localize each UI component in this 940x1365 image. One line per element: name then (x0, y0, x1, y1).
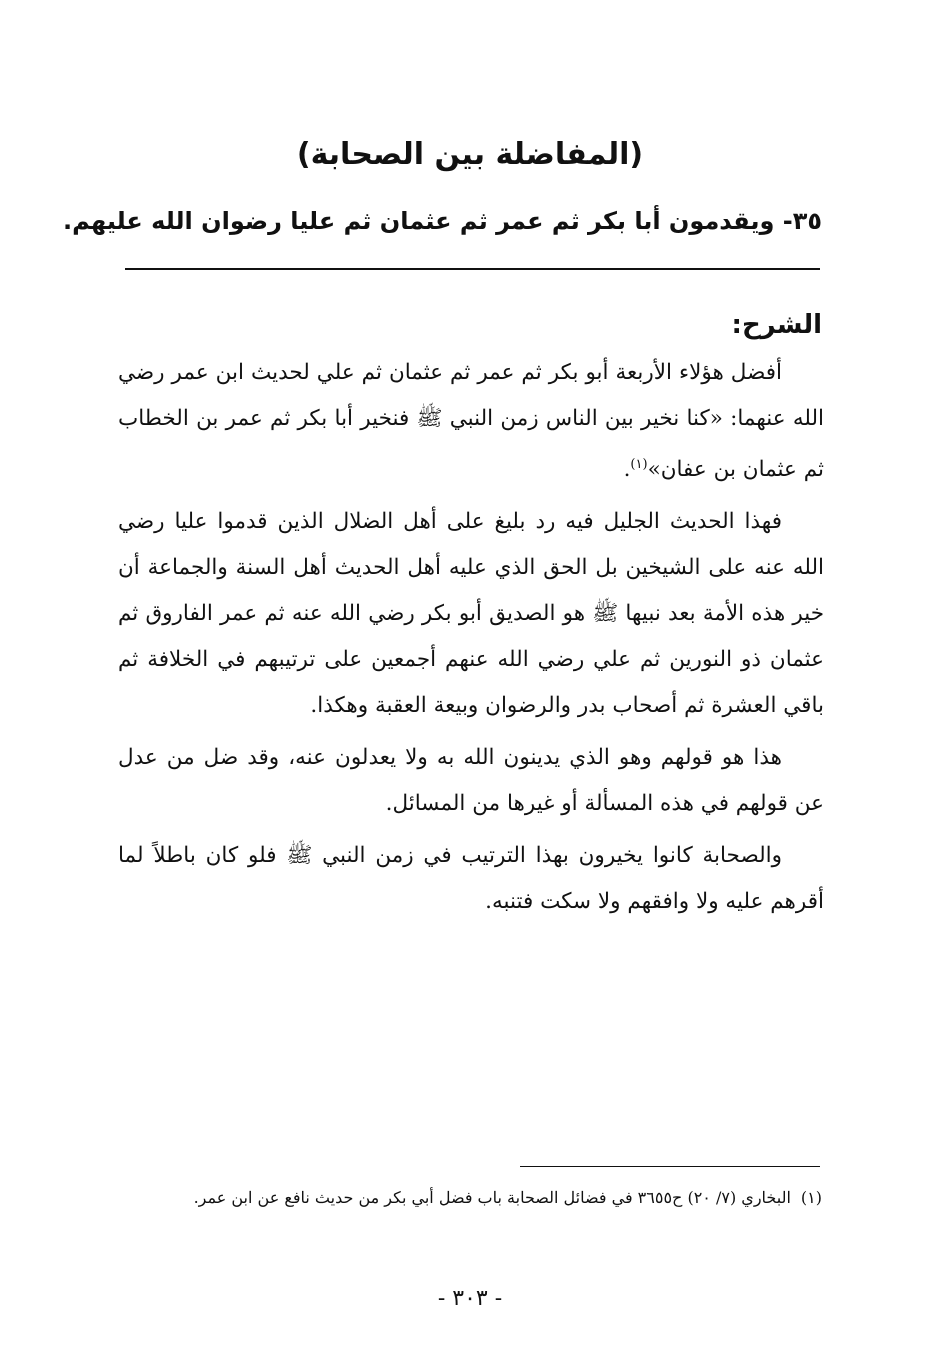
top-divider (125, 268, 820, 270)
paragraph-1 (118, 350, 824, 493)
footnote-divider (520, 1166, 820, 1167)
paragraph-3: هذا هو قولهم وهو الذي يدينون الله به ولا يعدلون عنه، وقد ضل من عدل عن قولهم في هذه المسألة أو غيرها من المسائل. (118, 745, 824, 817)
matn-text: ٣٥- ويقدمون أبا بكر ثم عمر ثم عثمان ثم عليا رضوان الله عليهم. (63, 207, 822, 235)
paragraph-1-text: أفضل هؤلاء الأربعة أبو بكر ثم عمر ثم عثمان ثم علي لحديث ابن عمر رضي الله عنهما: «كنا نخير بين الناس زمن النبي ﷺ فنخير أبا بكر ثم عمر بن الخطاب ثم عثمان بن عفان» (118, 360, 824, 483)
footnote-number: (١) (800, 1188, 822, 1207)
section-title: (المفاضلة بين الصحابة) (296, 137, 644, 172)
footnote-text: البخاري (٧/ ٢٠) ح٣٦٥٥ في فضائل الصحابة باب فضل أبي بكر من حديث نافع عن ابن عمر. (193, 1188, 791, 1207)
footnote (110, 1180, 822, 1216)
paragraph-1-end: . (623, 457, 631, 483)
paragraph-2: فهذا الحديث الجليل فيه رد بليغ على أهل الضلال الذين قدموا عليا رضي الله عنه على الشيخين بل الحق الذي عليه أهل الحديث أهل السنة والجماعة أن خير هذه الأمة بعد نبيها ﷺ هو الصديق أبو بكر رضي الله عنه ثم عمر الفاروق ثم عثمان ذو النورين ثم علي رضي الله عنهم أجمعين على ترتيبهم في الخلافة ثم باقي العشرة ثم أصحاب بدر والرضوان وبيعة العقبة وهكذا. (118, 509, 824, 719)
commentary-label: الشرح: (731, 310, 822, 340)
page-number: - ٣٠٣ - (437, 1286, 503, 1311)
commentary-body (118, 350, 824, 931)
footnote-reference: (١) (630, 457, 648, 472)
paragraph-4: والصحابة كانوا يخيرون بهذا الترتيب في زمن النبي ﷺ فلو كان باطلاً لما أقرهم عليه ولا وافقهم ولا سكت فتنبه. (118, 843, 824, 915)
